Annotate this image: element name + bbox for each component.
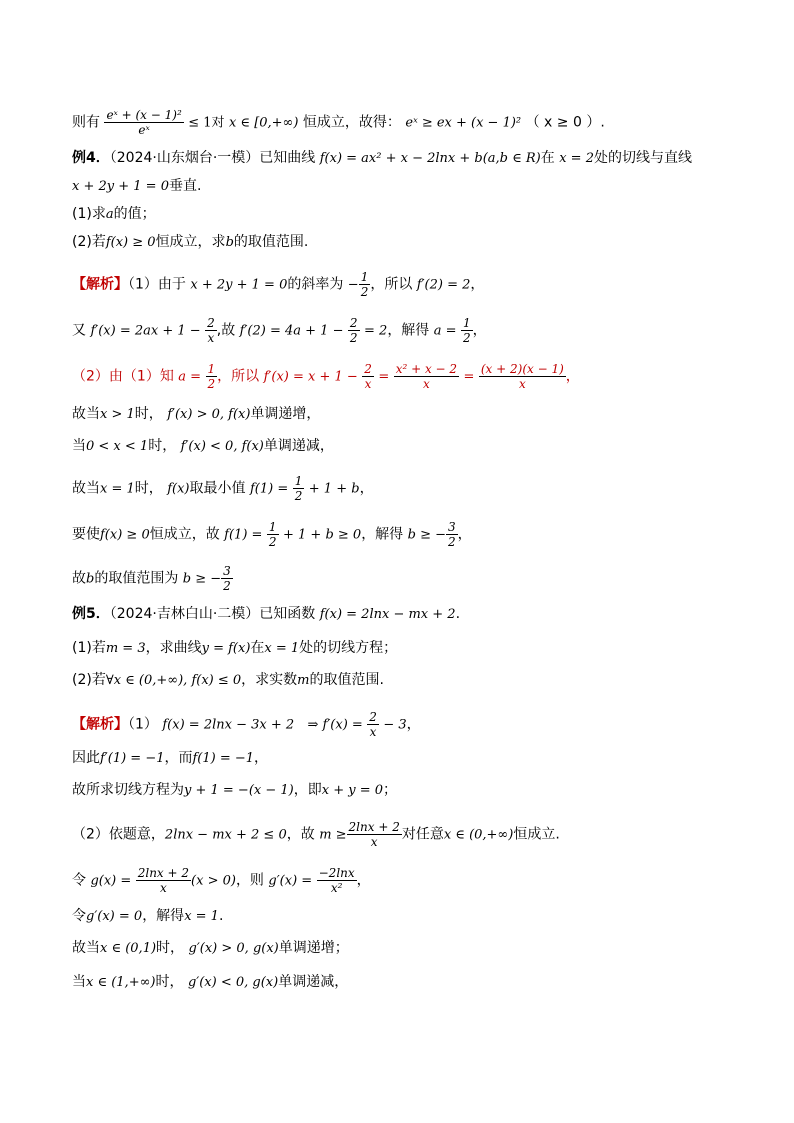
- math: eˣ ≥ ex + (x − 1)²: [405, 115, 522, 131]
- math: x ∈ (1,+∞): [86, 975, 156, 990]
- fraction-denominator: 2: [463, 331, 471, 345]
- fraction-numerator: x² + x − 2: [395, 362, 458, 376]
- fraction: [293, 474, 305, 503]
- math: f(x) = 2lnx − 3x + 2: [162, 717, 295, 733]
- math: + 1 + b: [308, 481, 360, 497]
- math: f′(x) < 0, f(x): [180, 439, 264, 454]
- solution-label: 【解析】: [72, 276, 128, 293]
- solution-4-line-3: [72, 362, 580, 391]
- math: y + 1 = −(x − 1): [184, 783, 294, 798]
- fraction: [446, 520, 458, 549]
- text: 恒成立，故: [149, 526, 220, 543]
- solution-4-line-6: [72, 474, 374, 503]
- solution-5-line-6: [72, 906, 223, 927]
- math: a =: [433, 323, 457, 339]
- text: ，故: [286, 826, 315, 843]
- math: g′(x) =: [268, 873, 313, 889]
- math: a =: [178, 369, 202, 385]
- fraction: [317, 866, 357, 895]
- solution-4-line-7: [72, 520, 472, 549]
- fraction-numerator: 3: [223, 564, 231, 578]
- text: 故当: [72, 480, 100, 497]
- math: x = 2: [559, 151, 594, 166]
- fraction-numerator: 2: [369, 710, 377, 724]
- math: g′(x) > 0, g(x): [188, 941, 279, 956]
- text: 令: [72, 908, 86, 924]
- math: f(x) ≥ 0: [100, 527, 150, 543]
- math: b ≥ −: [407, 527, 447, 543]
- math: −: [347, 277, 359, 293]
- fraction: [206, 362, 218, 391]
- text: ，求实数: [241, 672, 298, 688]
- text: 又: [72, 322, 86, 339]
- text: 时，: [148, 438, 177, 454]
- math: =: [463, 369, 475, 385]
- math: − 3: [383, 717, 407, 733]
- math: 2lnx − mx + 2 ≤ 0: [164, 827, 287, 843]
- text: ，: [406, 716, 421, 733]
- text: 单调递减，: [263, 438, 334, 454]
- fraction-denominator: x: [207, 331, 215, 345]
- text: (1)若: [72, 640, 106, 656]
- text: 对任意: [401, 826, 444, 843]
- math: f′(2) = 4a + 1 −: [239, 323, 344, 339]
- solution-label: 【解析】: [72, 716, 128, 733]
- text: （2）由（1）知: [72, 368, 174, 385]
- text: .: [218, 908, 224, 924]
- text: 的取值范围.: [309, 672, 384, 688]
- fraction: [104, 108, 183, 137]
- math: =: [378, 369, 390, 385]
- text: ，所以: [370, 276, 413, 293]
- fraction-denominator: x: [369, 725, 377, 739]
- example-label: 例4．: [72, 150, 110, 166]
- math: b: [86, 571, 95, 587]
- math: = 2: [364, 323, 388, 339]
- fraction-denominator: 2: [207, 377, 216, 391]
- solution-5-line-1: [72, 710, 421, 739]
- text: ，解得: [142, 908, 185, 924]
- text: ；: [383, 782, 397, 798]
- math: m: [297, 673, 310, 688]
- text: (1)求: [72, 206, 106, 222]
- text: (2)若: [72, 234, 106, 250]
- fraction-numerator: 2: [207, 316, 215, 330]
- fraction-numerator: −2lnx: [318, 866, 355, 880]
- math: ∀x ∈ (0,+∞), f(x) ≤ 0: [105, 673, 242, 688]
- example-label: 例5．: [72, 606, 110, 622]
- math: b: [225, 235, 234, 250]
- text: 单调递减，: [278, 974, 349, 990]
- text: 当: [72, 438, 86, 454]
- text: ，则: [235, 872, 264, 889]
- math: m = 3: [105, 641, 146, 656]
- fraction-numerator: 2: [364, 362, 372, 376]
- fraction-denominator: x: [364, 377, 372, 391]
- text: 令: [72, 872, 86, 889]
- fraction-numerator: 1: [463, 316, 471, 330]
- math: g′(x) < 0, g(x): [187, 975, 279, 990]
- math: ⇒ f′(x) =: [307, 717, 363, 733]
- math: y = f(x): [201, 641, 251, 656]
- fraction-denominator: 2: [349, 331, 358, 345]
- math: x = 1: [100, 481, 135, 497]
- text: 的斜率为: [287, 276, 344, 293]
- example-4-statement: [72, 148, 692, 169]
- fraction: [367, 710, 379, 739]
- text: （2024·吉林白山·二模）已知函数: [109, 606, 316, 622]
- math: x ∈ [0,+∞): [228, 115, 299, 131]
- text: ，: [359, 480, 374, 497]
- fraction-denominator: x: [370, 835, 378, 849]
- solution-5-line-7: [72, 938, 349, 959]
- text: ，: [356, 872, 371, 889]
- math: g(x) =: [90, 873, 132, 889]
- text: 的值；: [113, 206, 156, 222]
- fraction-numerator: 1: [268, 520, 277, 534]
- example-5-question-2: [72, 670, 384, 691]
- text: ，求曲线: [145, 640, 202, 656]
- text: 恒成立，求: [155, 234, 226, 250]
- fraction-numerator: 2lnx + 2: [348, 820, 400, 834]
- math: x > 1: [100, 407, 135, 422]
- fraction-numerator: 3: [448, 520, 456, 534]
- fraction-denominator: eˣ: [138, 123, 150, 137]
- text: 故所求切线方程为: [72, 782, 184, 798]
- math: x + y = 0: [321, 783, 383, 798]
- text: (2)若: [72, 672, 106, 688]
- text: （ x ≥ 0 ）.: [525, 114, 605, 131]
- fraction-numerator: 1: [207, 362, 216, 376]
- text: 故当: [72, 940, 100, 956]
- text: （2）依题意，: [72, 826, 165, 843]
- text: ，解得: [361, 526, 404, 543]
- math: f(1) =: [249, 481, 289, 497]
- example-5-question-1: [72, 638, 397, 659]
- fraction-denominator: 2: [294, 489, 303, 503]
- fraction: [205, 316, 217, 345]
- math: f(x) = 2lnx − mx + 2: [319, 607, 456, 622]
- fraction-denominator: 2: [223, 579, 231, 593]
- text: 故当: [72, 406, 100, 422]
- fraction: [359, 270, 371, 299]
- text: 恒成立，故得：: [302, 114, 401, 131]
- math: x = 1: [264, 641, 300, 656]
- fraction-numerator: 2: [349, 316, 358, 330]
- solution-5-line-8: [72, 972, 348, 993]
- math: f(x) ≥ 0: [105, 235, 156, 250]
- text: 因此: [72, 750, 100, 766]
- text: ，所以: [217, 368, 260, 385]
- text: 取最小值: [189, 480, 246, 497]
- text: ，: [472, 322, 487, 339]
- text: （1）: [128, 716, 158, 733]
- fraction-numerator: 2lnx + 2: [137, 866, 190, 880]
- math: b ≥ −: [182, 571, 222, 587]
- math: g′(x) = 0: [86, 909, 143, 924]
- math: x + 2y + 1 = 0: [72, 179, 169, 194]
- fraction-denominator: x²: [330, 881, 343, 895]
- math: f(1) = −1: [192, 751, 255, 766]
- fraction: [348, 316, 360, 345]
- solution-5-line-3: [72, 780, 397, 801]
- text: 处的切线与直线: [593, 150, 692, 166]
- text: 时，: [134, 406, 163, 422]
- fraction: [461, 316, 473, 345]
- text: 的取值范围.: [233, 234, 309, 250]
- text: ，: [565, 368, 580, 385]
- fraction: [136, 866, 191, 895]
- text: 单调递增，: [250, 406, 321, 422]
- text: ，: [457, 526, 472, 543]
- math: x + 2y + 1 = 0: [190, 277, 288, 293]
- fraction-numerator: 1: [360, 270, 369, 284]
- math: 0 < x < 1: [86, 439, 149, 454]
- math: f′(x) > 0, f(x): [167, 407, 251, 422]
- math: f′(1) = −1: [100, 751, 165, 766]
- fraction-denominator: 2: [268, 535, 277, 549]
- fraction: [267, 520, 279, 549]
- math: f′(x) = 2ax + 1 −: [90, 323, 201, 339]
- fraction-denominator: 2: [448, 535, 456, 549]
- text: 时，: [134, 480, 163, 497]
- math: f(x) = ax² + x − 2lnx + b(a,b ∈ R): [319, 151, 541, 166]
- math: a: [105, 207, 114, 222]
- text: （1）由于: [128, 276, 186, 293]
- math: f′(2) = 2: [416, 277, 471, 293]
- solution-5-line-5: [72, 866, 371, 895]
- fraction: [479, 362, 566, 391]
- text: 的取值范围为: [94, 570, 179, 587]
- text: 当: [72, 974, 86, 990]
- fraction-denominator: x: [159, 881, 167, 895]
- text: 要使: [72, 526, 100, 543]
- solution-5-line-4: [72, 820, 560, 849]
- text: 垂直.: [168, 178, 202, 194]
- fraction: [362, 362, 374, 391]
- text: 恒成立.: [513, 826, 560, 843]
- text: 则有: [72, 114, 100, 131]
- text: ，即: [293, 782, 322, 798]
- text: ，: [254, 750, 269, 766]
- math: f(x): [167, 481, 190, 497]
- solution-5-line-2: [72, 748, 268, 769]
- math: x ∈ (0,1): [100, 941, 157, 956]
- text: 时，: [155, 974, 184, 990]
- solution-4-line-4: [72, 404, 320, 425]
- text: 单调递增；: [278, 940, 349, 956]
- text: ≤ 1对: [188, 115, 225, 131]
- line-conclusion: [72, 108, 605, 137]
- text: ，而: [164, 750, 193, 766]
- fraction-denominator: 2: [360, 285, 369, 299]
- example-4-question-2: [72, 232, 308, 253]
- text: ，解得: [387, 322, 430, 339]
- text: 在: [250, 640, 265, 656]
- fraction: [221, 564, 233, 593]
- fraction-numerator: 1: [294, 474, 303, 488]
- fraction: [347, 820, 402, 849]
- text: ，: [470, 276, 485, 293]
- solution-4-line-1: [72, 270, 484, 299]
- solution-4-line-2: [72, 316, 487, 345]
- fraction: [394, 362, 459, 391]
- text: 故: [72, 570, 86, 587]
- text: 处的切线方程；: [299, 640, 398, 656]
- fraction-denominator: x: [518, 377, 526, 391]
- math: m ≥: [319, 827, 347, 843]
- fraction-numerator: eˣ + (x − 1)²: [106, 108, 182, 122]
- math: x = 1: [184, 909, 219, 924]
- example-4-question-1: [72, 204, 156, 225]
- fraction-denominator: x: [422, 377, 430, 391]
- text: .: [455, 606, 461, 622]
- math: + 1 + b ≥ 0: [282, 527, 362, 543]
- example-4-statement-cont: [72, 176, 201, 197]
- text: 在: [540, 150, 555, 166]
- math: f′(x) = x + 1 −: [263, 369, 358, 385]
- solution-4-line-5: [72, 436, 334, 457]
- fraction-numerator: (x + 2)(x − 1): [480, 362, 564, 376]
- math: x ∈ (0,+∞): [443, 827, 514, 843]
- text: （2024·山东烟台·一模）已知曲线: [109, 150, 316, 166]
- text: 时，: [156, 940, 185, 956]
- math: (x > 0): [191, 873, 236, 889]
- text: ,故: [216, 322, 236, 339]
- example-5-statement: [72, 604, 460, 625]
- math: f(1) =: [224, 527, 263, 543]
- solution-4-line-8: [72, 564, 233, 593]
